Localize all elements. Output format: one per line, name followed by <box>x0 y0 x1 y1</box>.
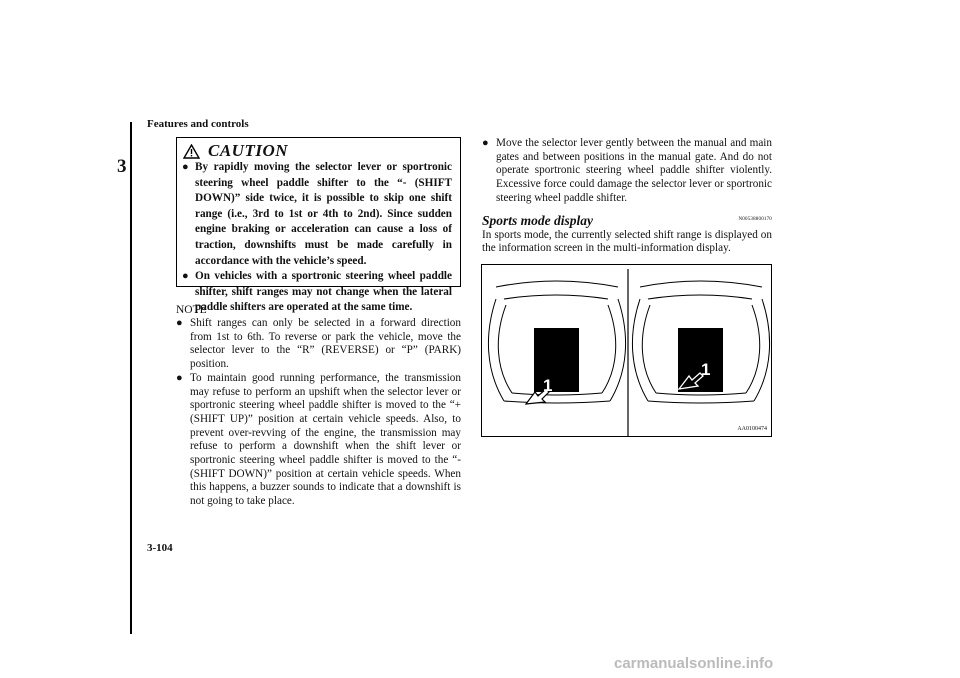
meter-cluster-drawing <box>482 265 771 436</box>
caution-item <box>182 160 452 269</box>
section-heading-row <box>482 212 772 229</box>
bullet-icon: ● <box>182 270 189 283</box>
watermark: carmanualsonline.info <box>614 655 774 672</box>
warning-triangle-icon <box>183 144 200 159</box>
selector-lever-note-text: Move the selector lever gently between the manual and main gates and between positions in the manual gate. And do not operate sportronic steering wheel paddle shifter violently. Excessive force could damage the selector lever or sportronic steering wheel paddle shifter. <box>496 137 772 204</box>
note-item-text: To maintain good running performance, the transmission may refuse to perform an upshift when the selector lever or sportronic steering wheel paddle shifter is moved to the “+ (SHIFT UP)” position at certain vehicle speeds. Also, to prevent over-revving of the engine, the transmission may refuse to perform a downshift when the shift lever or sportronic steering wheel paddle shifter is moved to the “- (SHIFT DOWN)” position at certain vehicle speeds. When this happens, a buzzer sounds to indicate that a downshift is not going to take place. <box>190 371 461 508</box>
display-illustration <box>481 264 772 437</box>
figure-code: AA0100474 <box>737 426 767 432</box>
note-item <box>176 372 461 509</box>
selector-lever-note <box>482 137 772 206</box>
note-item-text: Shift ranges can only be selected in a forward direction from 1st to 6th. To reverse or park the vehicle, move the selector lever to the “R” (REVERSE) or “P” (PARK) position. <box>190 317 461 371</box>
bullet-icon: ● <box>182 161 189 173</box>
chapter-tab-number: 3 <box>117 156 127 177</box>
section-title: Sports mode display <box>482 212 594 228</box>
page-number: 3-104 <box>147 542 173 554</box>
running-header: Features and controls <box>147 118 249 130</box>
bullet-icon: ● <box>482 137 489 149</box>
section-paragraph: In sports mode, the currently selected shift range is displayed on the information screen in the multi-information display. <box>482 228 772 255</box>
chapter-tab-rule <box>130 122 132 634</box>
note-item <box>176 317 461 372</box>
figure-left-digit: 1 <box>543 376 553 395</box>
note-section <box>176 303 461 509</box>
note-label: NOTE <box>176 304 207 316</box>
bullet-icon: ● <box>176 371 183 384</box>
caution-item-text: On vehicles with a sportronic steering wheel paddle shifter, shift ranges may not change when the lateral paddle shifters are operated at the same time. <box>195 270 452 314</box>
bullet-icon: ● <box>176 317 183 329</box>
right-column <box>482 137 772 256</box>
caution-title: CAUTION <box>208 141 289 160</box>
section-code: N00538800170 <box>738 216 772 222</box>
figure-right-digit: 1 <box>701 360 711 379</box>
caution-item-text: By rapidly moving the selector lever or sportronic steering wheel paddle shifter to the “- (SHIFT DOWN)” side twice, it is possible to skip one shift range (i.e., 3rd to 1st or 4th to 2nd). Since sudden engine braking or acceleration can cause a loss of traction, downshifts must be made carefully in accordance with the vehicle’s speed. <box>195 161 452 267</box>
